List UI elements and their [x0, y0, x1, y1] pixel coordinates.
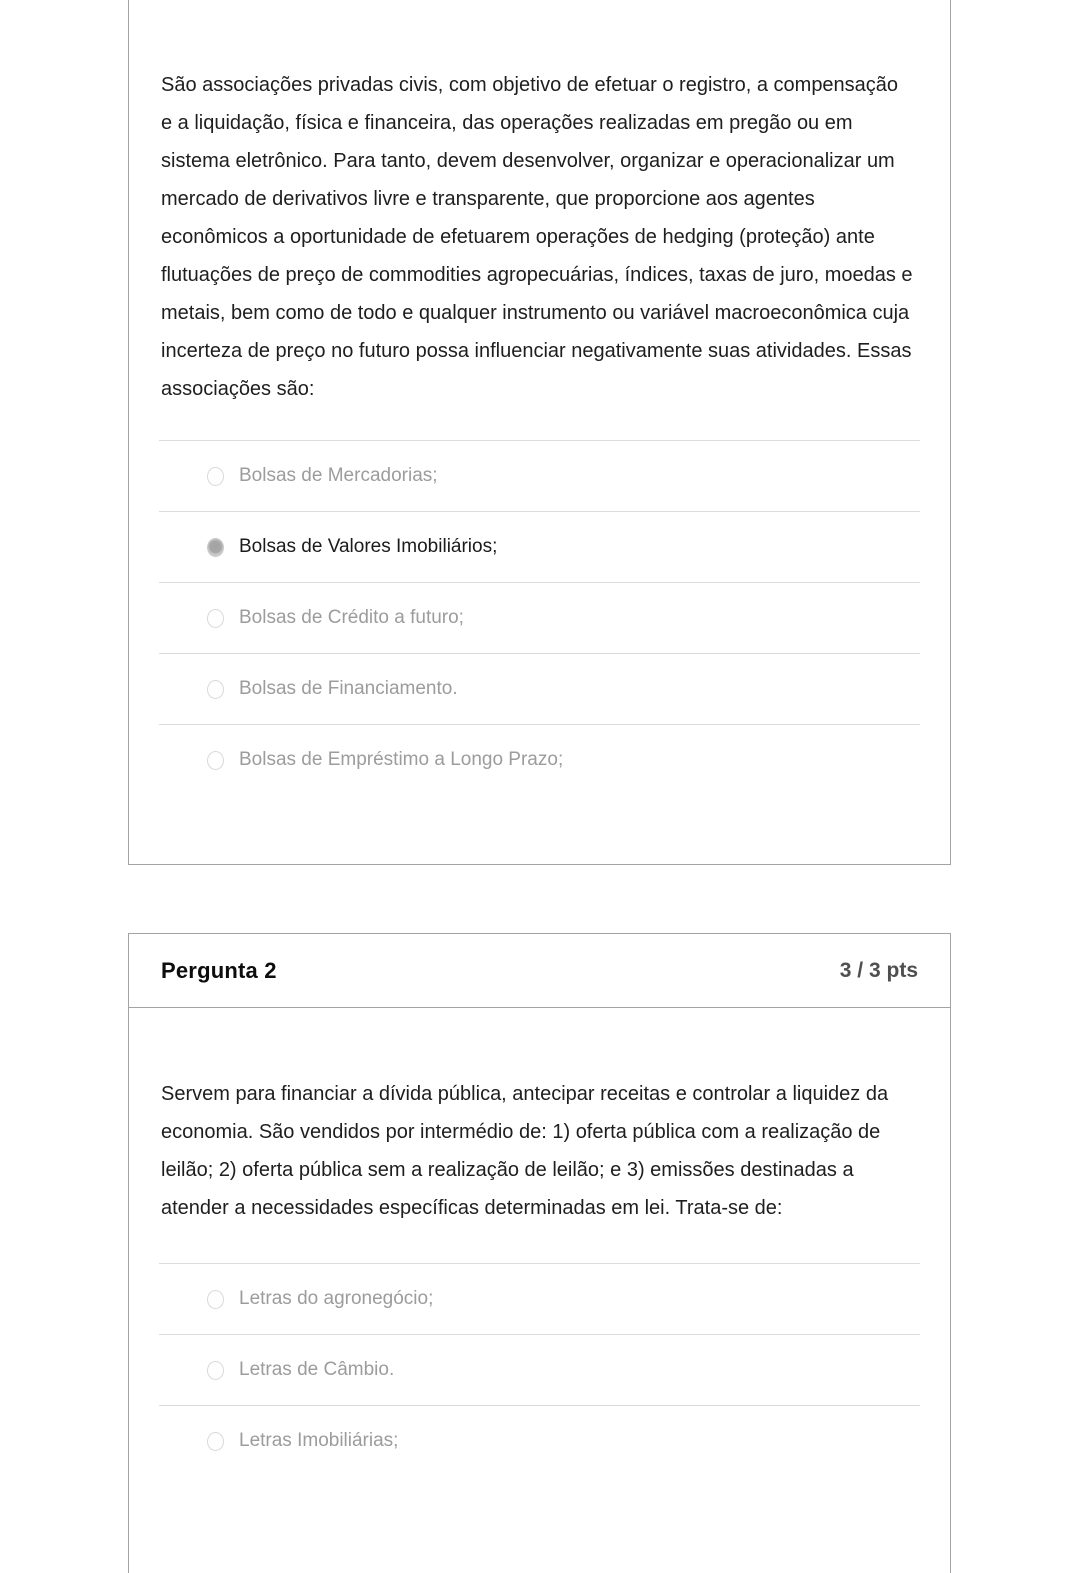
answer-option-label: Bolsas de Empréstimo a Longo Prazo; [239, 749, 564, 770]
radio-button[interactable] [207, 680, 224, 699]
answer-option[interactable] [159, 582, 920, 653]
question-2-text: Servem para financiar a dívida pública, antecipar receitas e controlar a liquidez da economia. São vendidos por intermédio de: 1) oferta pública com a realização de leilão; 2) oferta pública sem a realização de leilão; e 3) emissões destinadas a atender a necessidades específicas determinadas em lei. Trata-se de: [161, 1083, 889, 1219]
answer-option[interactable] [159, 1405, 920, 1476]
answer-option-label: Bolsas de Crédito a futuro; [239, 607, 464, 628]
question-1-text: São associações privadas civis, com objetivo de efetuar o registro, a compensação e a liquidação, física e financeira, das operações realizadas em pregão ou em sistema eletrônico. Para tanto, devem desenvolver, organizar e operacionalizar um mercado de derivativos livre e transparente, que proporcione aos agentes econômicos a oportunidade de efetuarem operações de hedging (proteção) ante flutuações de preço de commodities agropecuárias, índices, taxas de juro, moedas e metais, bem como de todo e qualquer instrumento ou variável macroeconômica cuja incerteza de preço no futuro possa influenciar negativamente suas atividades. Essas associações são: [161, 74, 913, 400]
question-1-answers [159, 440, 920, 795]
question-title: Pergunta 2 [161, 957, 277, 983]
answer-option[interactable] [159, 1263, 920, 1334]
answer-option[interactable] [159, 511, 920, 582]
answer-option-label: Letras Imobiliárias; [239, 1430, 399, 1451]
answer-option-label: Letras de Câmbio. [239, 1359, 395, 1380]
question-2-header [129, 934, 950, 1008]
answer-option-label: Letras do agronegócio; [239, 1288, 434, 1309]
radio-button[interactable] [207, 1432, 224, 1451]
question-2-card [128, 933, 951, 1573]
question-1-card [128, 0, 951, 865]
answer-option-label: Bolsas de Mercadorias; [239, 465, 438, 486]
radio-button[interactable] [207, 467, 224, 486]
radio-button[interactable] [207, 1290, 224, 1309]
answer-option-label: Bolsas de Valores Imobiliários; [239, 536, 498, 557]
radio-button[interactable] [207, 609, 224, 628]
radio-button[interactable] [207, 751, 224, 770]
answer-option-label: Bolsas de Financiamento. [239, 678, 458, 699]
answer-option[interactable] [159, 440, 920, 511]
radio-button[interactable] [207, 1361, 224, 1380]
answer-option[interactable] [159, 1334, 920, 1405]
radio-button[interactable] [207, 538, 224, 557]
answer-option[interactable] [159, 653, 920, 724]
question-points-badge: 3 / 3 pts [839, 958, 918, 982]
answer-option[interactable] [159, 724, 920, 795]
question-2-answers [159, 1263, 920, 1476]
